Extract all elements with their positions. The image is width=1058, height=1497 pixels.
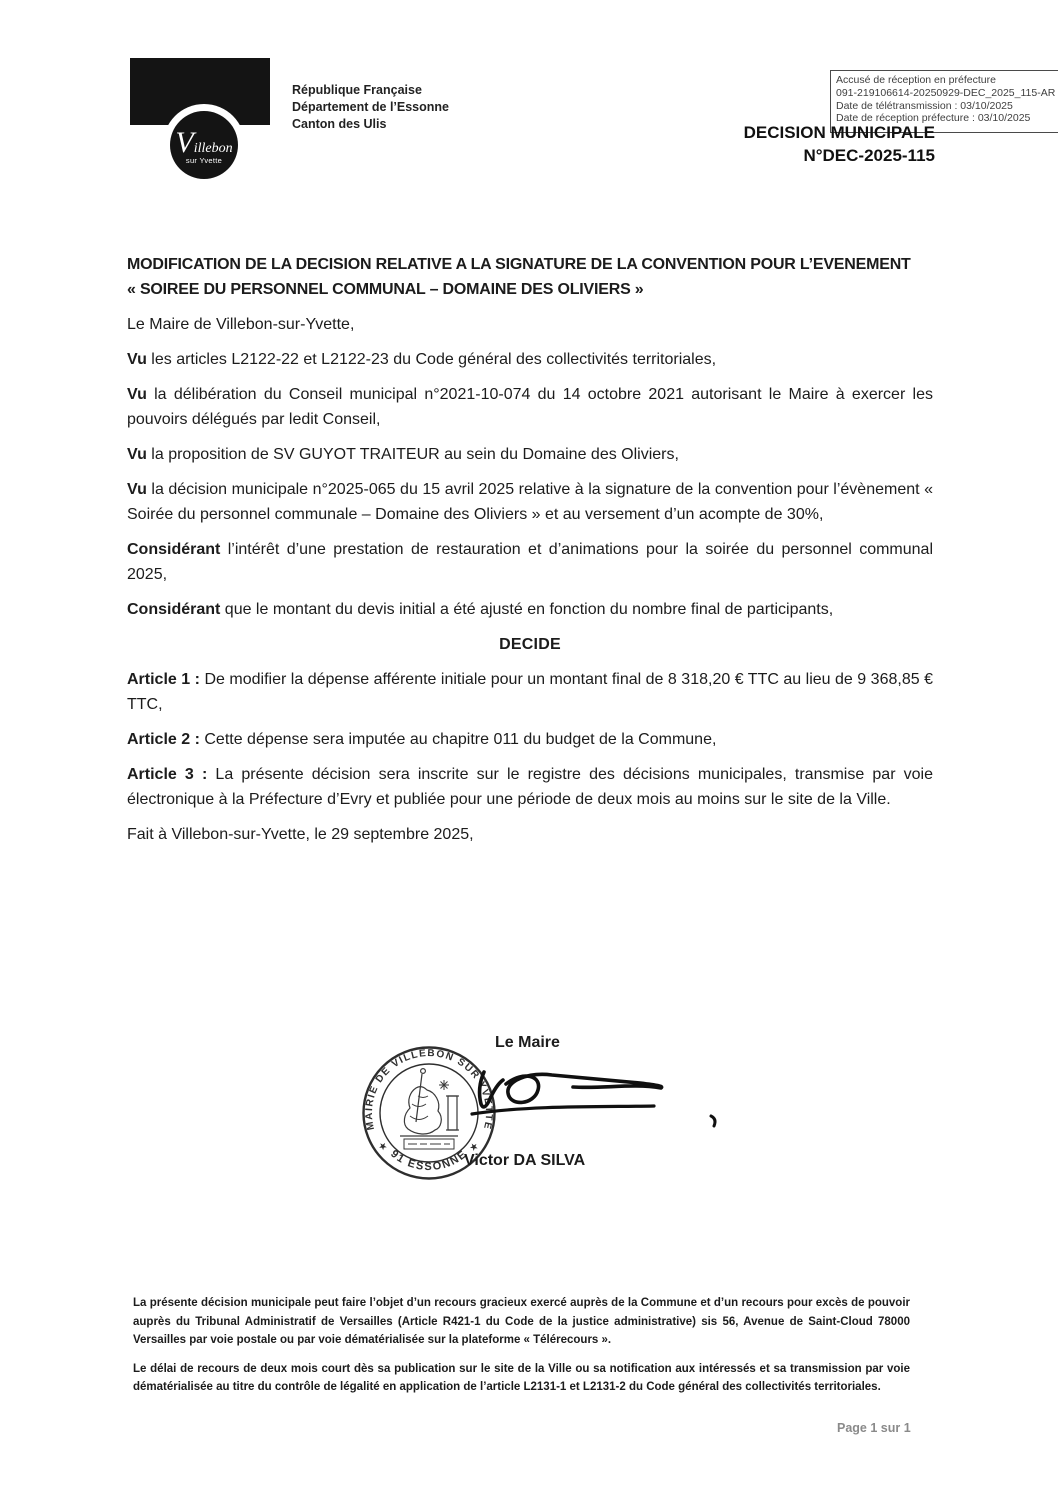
decision-heading-line2: « SOIREE DU PERSONNEL COMMUNAL – DOMAINE DES OLIVIERS » <box>127 281 644 298</box>
vu-4-text: la décision municipale n°2025-065 du 15 avril 2025 relative à la signature de la convention pour l’évènement « Soirée du personnel communale – Domaine des Oliviers » et au versement d’un acompte de 30%, <box>127 481 933 523</box>
org-line-departement: Département de l’Essonne <box>292 100 449 114</box>
svg-text:91 ESSONNE <box>388 1148 469 1173</box>
vu-2-text: la délibération du Conseil municipal n°2021-10-074 du 14 octobre 2021 autorisant le Maire à exercer les pouvoirs délégués par ledit Conseil, <box>127 386 933 428</box>
considerant-1-text: l’intérêt d’une prestation de restauration et d’animations pour la soirée du personnel communal 2025, <box>127 541 933 583</box>
footer-delai-paragraph: Le délai de recours de deux mois court dès sa publication sur le site de la Ville ou sa notification aux intéressés et sa transmission par voie dématérialisée au titre du contrôle de légalité en application de l’article L2131-1 et L2131-2 du Code général des collectivités territoriales. <box>133 1362 910 1393</box>
vu-1-lead: Vu <box>127 351 147 368</box>
place-and-date: Fait à Villebon-sur-Yvette, le 29 septembre 2025, <box>127 826 474 843</box>
paragraph-article-2 <box>127 727 933 752</box>
document-body <box>127 252 933 857</box>
org-line-canton: Canton des Ulis <box>292 117 387 131</box>
article-1-lead: Article 1 : <box>127 671 200 688</box>
considerant-2-lead: Considérant <box>127 601 221 618</box>
decision-heading-line1: MODIFICATION DE LA DECISION RELATIVE A LA SIGNATURE DE LA CONVENTION POUR L’EVENEMENT <box>127 256 911 273</box>
legal-footer <box>133 1294 910 1407</box>
vu-4-lead: Vu <box>127 481 147 498</box>
paragraph-article-3 <box>127 762 933 812</box>
page-indicator: Page 1 sur 1 <box>837 1421 911 1435</box>
document-number: N°DEC-2025-115 <box>803 146 935 165</box>
paragraph-considerant-1 <box>127 537 933 587</box>
signatory-name: Victor DA SILVA <box>464 1152 586 1169</box>
paragraph-vu-3 <box>127 442 933 467</box>
city-logo-name: Villebon <box>175 125 233 159</box>
signatory-title: Le Maire <box>495 1034 560 1051</box>
article-2-text: Cette dépense sera imputée au chapitre 011 du budget de la Commune, <box>199 731 717 748</box>
vu-3-text: la proposition de SV GUYOT TRAITEUR au sein du Domaine des Oliviers, <box>146 446 679 463</box>
considerant-2-text: que le montant du devis initial a été ajusté en fonction du nombre final de participants, <box>220 601 834 618</box>
paragraph-article-1 <box>127 667 933 717</box>
footer-recours-paragraph: La présente décision municipale peut faire l’objet d’un recours gracieux exercé auprès de la Commune et d’un recours pour excès de pouvoir auprès du Tribunal Administratif de Versailles (Article R421-1 du Code de la justice administrative) sis 56, Avenue de Saint-Cloud 78000 Versailles par voie postale ou par voie dématérialisée sur la plateforme « Télérecours ». <box>133 1297 910 1346</box>
vu-2-lead: Vu <box>127 386 147 403</box>
decision-heading <box>127 252 933 302</box>
considerant-1-lead: Considérant <box>127 541 221 558</box>
stamp-line-teletransmission: Date de télétransmission : 03/10/2025 <box>836 99 1013 112</box>
paragraph-intro: Le Maire de Villebon-sur-Yvette, <box>127 316 355 333</box>
article-3-text: La présente décision sera inscrite sur le registre des décisions municipales, transmise par voie électronique à la Préfecture d’Evry et publiée pour une période de deux mois au moins sur le site de la Ville. <box>127 766 934 808</box>
seal-top-text: MAIRIE DE VILLEBON SUR YVETTE <box>363 1047 495 1132</box>
handwritten-signature <box>468 1060 728 1138</box>
city-logo-subname: sur Yvette <box>185 155 223 165</box>
stamp-line-reference: 091-219106614-20250929-DEC_2025_115-AR <box>836 86 1056 99</box>
document-title: DECISION MUNICIPALE <box>743 123 935 142</box>
org-line-republique: République Française <box>292 83 422 97</box>
stamp-line-accuse: Accusé de réception en préfecture <box>836 74 996 86</box>
decide-heading: DECIDE <box>499 636 561 653</box>
paragraph-vu-4 <box>127 477 933 527</box>
seal-bottom-text: 91 ESSONNE <box>388 1147 470 1174</box>
paragraph-vu-2 <box>127 382 933 432</box>
organization-block <box>292 82 449 133</box>
article-1-text: De modifier la dépense afférente initiale pour un montant final de 8 318,20 € TTC au lieu de 9 368,85 € TTC, <box>127 671 933 713</box>
vu-1-text: les articles L2122-22 et L2122-23 du Code général des collectivités territoriales, <box>146 351 717 368</box>
seal-figure-illustration <box>400 1069 459 1149</box>
seal-star-left-icon: ★ <box>376 1139 391 1154</box>
article-2-lead: Article 2 : <box>127 731 200 748</box>
vu-3-lead: Vu <box>127 446 147 463</box>
paragraph-vu-1 <box>127 347 933 372</box>
document-title-block <box>744 121 935 167</box>
seal-star-right-icon: ★ <box>466 1140 481 1155</box>
city-logo <box>170 111 238 179</box>
paragraph-considerant-2 <box>127 597 933 622</box>
stamp-line-reception-date: Date de réception préfecture : 03/10/2025 <box>836 112 1031 125</box>
article-3-lead: Article 3 : <box>127 766 208 783</box>
